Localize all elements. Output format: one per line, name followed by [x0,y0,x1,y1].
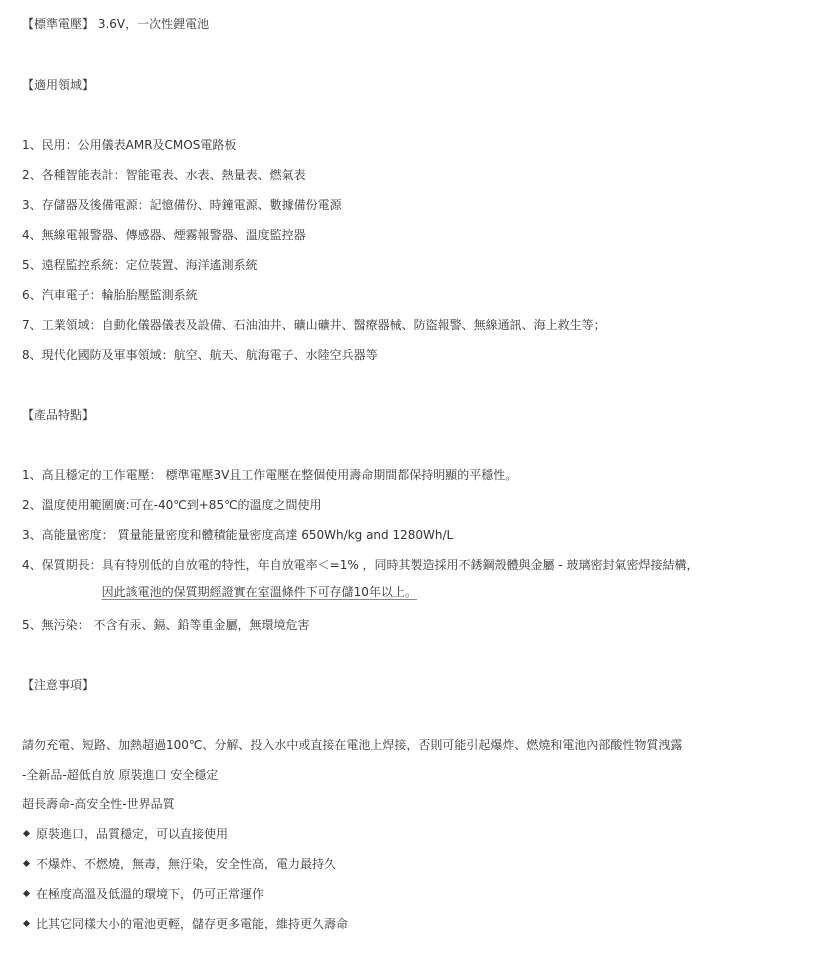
voltage-spec: 【標準電壓】 3.6V，一次性鋰電池 [22,17,210,31]
diamond-bullet-icon [23,830,30,837]
feature-item-4-label: 4、保質期長： [22,558,102,572]
feature-item-4 [22,557,812,600]
item-text: 存儲器及後備電源：記憶備份、時鐘電源、數據備份電源 [41,198,342,212]
tagline-1: -全新品-超低自放 原裝進口 安全穩定 [22,768,219,782]
item-number: 8、 [22,348,42,362]
diamond-bullet-icon [23,920,30,927]
feature-item-3: 3、高能量密度： 質量能量密度和體積能量密度高達 650Wh/kg and 1280Wh/L [22,528,454,542]
bullet-text: 不爆炸、不燃燒，無毒，無汙染，安全性高，電力最持久 [36,857,337,871]
item-text: 民用：公用儀表AMR及CMOS電路板 [41,138,237,152]
application-item [22,347,378,363]
tagline-2: 超長壽命-高安全性-世界品質 [22,797,175,811]
item-text: 各種智能表計：智能電表、水表、熱量表、燃氣表 [41,168,306,182]
item-number: 4、 [22,228,42,242]
features-heading: 【產品特點】 [22,408,95,422]
diamond-bullet-icon [23,890,30,897]
item-text: 現代化國防及軍事領域：航空、航天、航海電子、水陸空兵器等 [41,348,378,362]
feature-item-2: 2、溫度使用範圍廣:可在-40℃到+85℃的溫度之間使用 [22,498,322,512]
feature-item-1: 1、高且穩定的工作電壓： 標準電壓3V且工作電壓在整個使用壽命期間都保持明顯的平穩性。 [22,468,518,482]
item-number: 5、 [22,258,42,272]
application-item [22,167,306,183]
item-number: 3、 [22,198,42,212]
application-item [22,197,342,213]
application-item [22,257,258,273]
feature-item-4-line2: 因此該電池的保質期經證實在室溫條件下可存儲10年以上。 [101,585,417,599]
warning-text: 請勿充電、短路、加熱超過100℃、分解、投入水中或直接在電池上焊接，否則可能引起爆炸、燃燒和電池內部酸性物質洩露 [22,738,683,752]
bullet-text: 比其它同樣大小的電池更輕，儲存更多電能，維持更久壽命 [36,917,349,931]
application-heading: 【適用領域】 [22,78,95,92]
bullet-item [22,856,336,872]
item-text: 汽車電子：輪胎胎壓監測系統 [41,288,198,302]
application-item [22,317,606,333]
bullet-item [22,916,348,932]
bullet-item [22,886,264,902]
bullet-item [22,826,228,842]
diamond-bullet-icon [23,860,30,867]
item-text: 遠程監控系統：定位裝置、海洋遙測系統 [41,258,258,272]
item-number: 2、 [22,168,42,182]
item-number: 1、 [22,138,42,152]
bullet-text: 原裝進口，品質穩定，可以直接使用 [36,827,229,841]
item-number: 6、 [22,288,42,302]
application-item [22,287,198,303]
application-item [22,227,306,243]
bullet-text: 在極度高溫及低溫的環境下，仍可正常運作 [36,887,265,901]
feature-item-4-line1: 具有特別低的自放電的特性，年自放電率＜=1% ，同時其製造採用不銹鋼殼體與金屬 - 玻璃密封氣密焊接結構， [101,558,699,572]
notes-heading: 【注意事項】 [22,678,95,692]
item-text: 無線電報警器、傳感器、煙霧報警器、溫度監控器 [41,228,306,242]
application-item [22,137,236,153]
item-number: 7、 [22,318,42,332]
item-text: 工業領域：自動化儀器儀表及設備、石油油井、礦山礦井、醫療器械、防盜報警、無線通訊、海上救生等； [41,318,606,332]
feature-item-5: 5、無污染： 不含有汞、鎘、鉛等重金屬，無環境危害 [22,618,310,632]
